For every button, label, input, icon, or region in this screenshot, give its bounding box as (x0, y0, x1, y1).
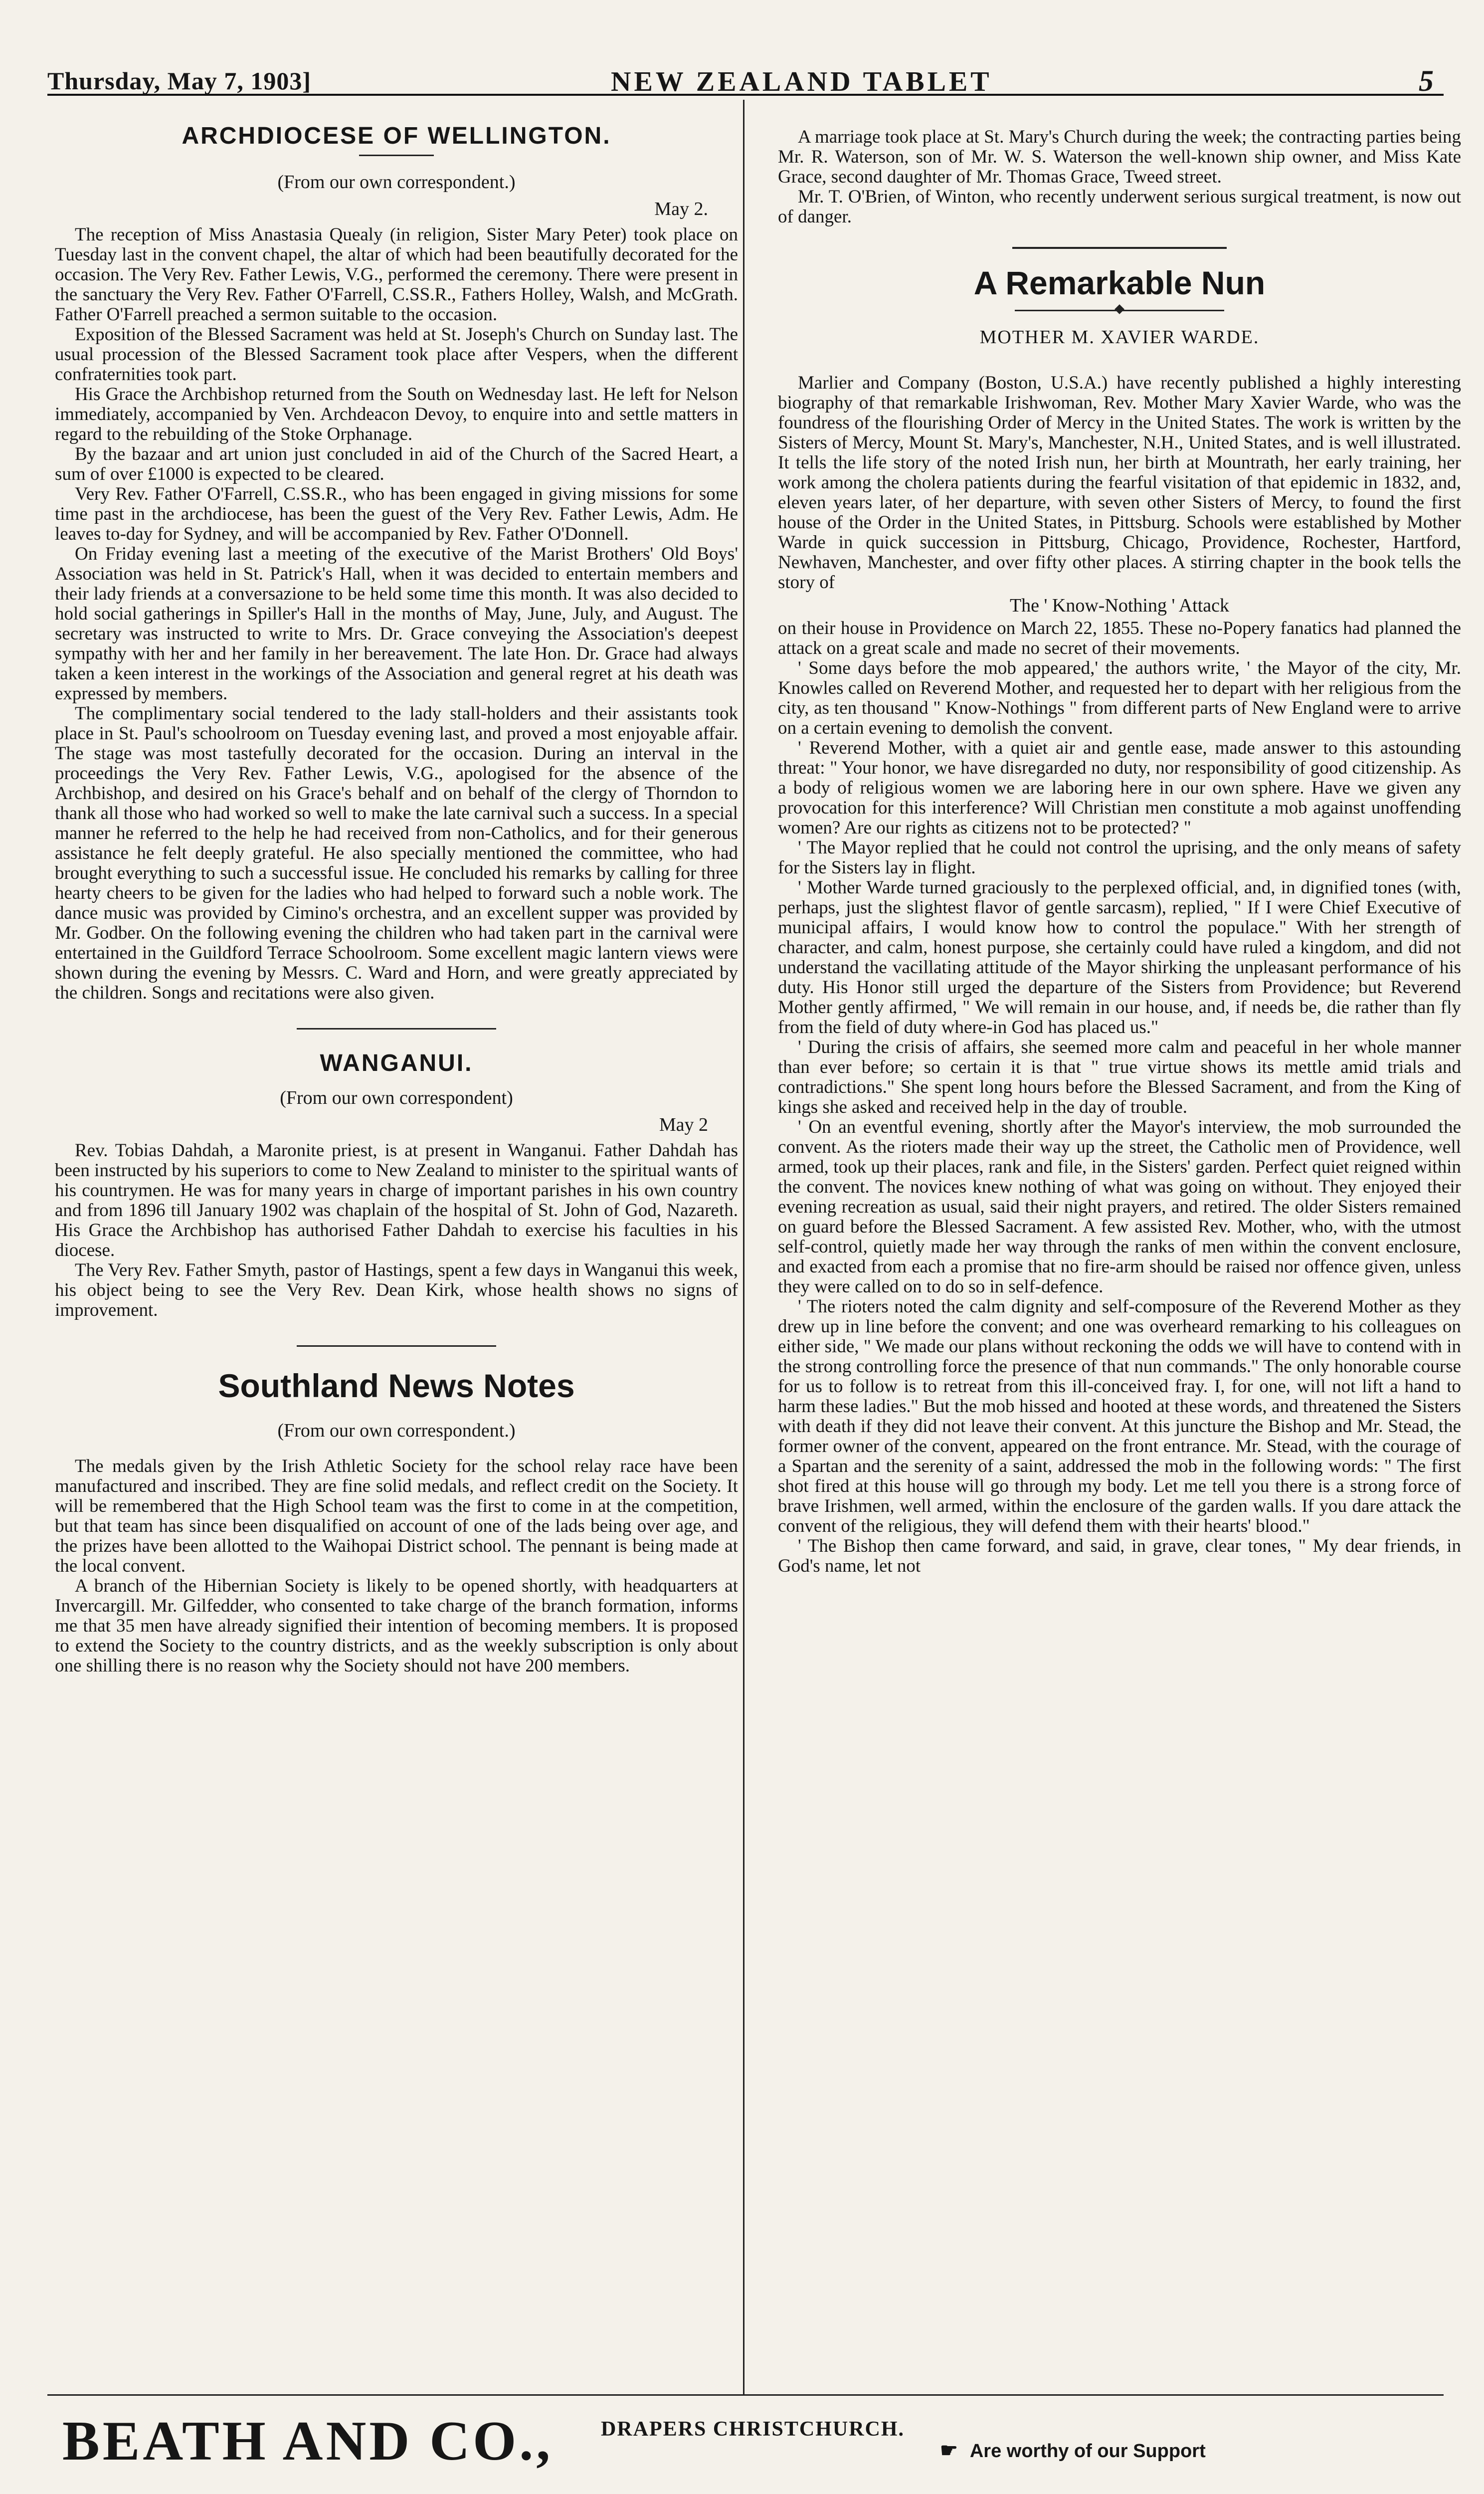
page-header (47, 14, 1444, 96)
column-divider (743, 100, 744, 2394)
article-paragraph: The Very Rev. Father Smyth, pastor of Hastings, spent a few days in Wanganui this week, his object being to see the Very Rev. Dean Kirk, whose health shows no signs of improvement. (55, 1260, 738, 1320)
article-paragraph: ' During the crisis of affairs, she seemed more calm and peaceful in her whole manner than ever before; so certain it is that " true virtue shows its mettle amid trials and contradictions." She spent long hours before the Blessed Sacrament, and from the King of kings she asked and received help in the day of trouble. (778, 1037, 1461, 1117)
article-paragraph: ' The rioters noted the calm dignity and self-composure of the Reverend Mother as they drew up in line before the convent; and one was overheard remarking to his colleagues on either side, " We made our plans without reckoning the odds we will have to contend with in the strong controlling force the presence of that nun commands." The only honorable course for us to follow is to retreat from this ill-conceived fray. I, for one, will not lift a hand to harm these ladies." But the mob hissed and hooted at these words, and threatened the Sisters with death if they did not leave their convent. At this juncture the Bishop and Mr. Stead, the former owner of the convent, appeared on the front entrance. Mr. Stead, with the courage of a Spartan and the serenity of a saint, addressed the mob in the following words: " The first shot fired at this house will go through my body. Let me tell you there is a strong force of brave Irishmen, well armed, within the enclosure of the garden walls. If you dare attack the convent of the religious, they will defend them with their hearts' blood." (778, 1296, 1461, 1536)
nun-heading: A Remarkable Nun (973, 264, 1266, 301)
nun-subhead: The ' Know-Nothing ' Attack (1009, 595, 1230, 616)
southland-byline: (From our own correspondent.) (277, 1420, 516, 1441)
article-paragraph: A branch of the Hibernian Society is likely to be opened shortly, with headquarters at Invercargill. Mr. Gilfedder, who consented to take charge of the branch formation, informs me that 35 men have already signified their intention of becoming members. It is proposed to extend the Society to the country districts, and as the weekly subscription is only about one shilling there is no reason why the Society should not have 200 members. (55, 1576, 738, 1676)
section-rule (297, 1028, 496, 1030)
article-paragraph: Very Rev. Father O'Farrell, C.SS.R., who has been engaged in giving missions for some time past in the archdiocese, has been the guest of the Very Rev. Father Lewis, Adm. He leaves to-day for Sydney, and will be accompanied by Rev. Father O'Donnell. (55, 484, 738, 544)
ornament-rule (1015, 310, 1224, 311)
article-paragraph: Rev. Tobias Dahdah, a Maronite priest, is at present in Wanganui. Father Dahdah has been instructed by his superiors to come to New Zealand to minister to the spiritual wants of his countrymen. He was for many years in charge of important parishes in his own country and from 1896 till January 1902 was chaplain of the hospital of St. John of God, Nazareth. His Grace the Archbishop has authorised Father Dahdah to exercise his faculties in his diocese. (55, 1140, 738, 1260)
southland-heading: Southland News Notes (218, 1367, 575, 1404)
page-number: 5 (1419, 64, 1434, 97)
article-paragraph: Exposition of the Blessed Sacrament was held at St. Joseph's Church on Sunday last. The usual procession of the Blessed Sacrament took place after Vespers, when the different confraternities took part. (55, 324, 738, 385)
issue-date: Thursday, May 7, 1903] (47, 67, 312, 95)
article-paragraph: ' On an eventful evening, shortly after the Mayor's interview, the mob surrounded the convent. As the rioters made their way up the street, the Catholic men of Providence, well armed, took up their places, rank and file, in the Sisters' garden. Perfect quiet reigned within the convent. The novices knew nothing of what was going on without. They enjoyed their evening recreation as usual, said their night prayers, and retired. The older Sisters remained on guard before the Blessed Sacrament. A few assisted Rev. Mother, who, with the utmost self-control, quietly made her way through the ranks of men within the convent enclosure, and exacted from each a promise that no fire-arm should be raised nor offence given, unless they were called on to do so in self-defence. (778, 1117, 1461, 1297)
pointing-hand-icon: ☛ (940, 2440, 958, 2462)
advert-brand: BEATH AND CO., (62, 2410, 554, 2472)
wellington-byline: (From our own correspondent.) (277, 172, 516, 193)
article-paragraph: ' The Bishop then came forward, and said, in grave, clear tones, " My dear friends, in God's name, let not (778, 1536, 1461, 1576)
advert-tagline: DRAPERS CHRISTCHURCH. (601, 2418, 905, 2441)
wellington-heading: ARCHDIOCESE OF WELLINGTON. (182, 123, 611, 149)
article-paragraph: His Grace the Archbishop returned from the South on Wednesday last. He left for Nelson immediately, accompanied by Ven. Archdeacon Devoy, to enquire into and settle matters in regard to the rebuilding of the Stoke Orphanage. (55, 384, 738, 444)
article-paragraph: ' Some days before the mob appeared,' the authors write, ' the Mayor of the city, Mr. Knowles called on Reverend Mother, and requested her to depart with her religious from the city, as ten thousand " Know-Nothings " from different parts of New England were to arrive on a certain evening to demolish the convent. (778, 658, 1461, 738)
article-paragraph: The complimentary social tendered to the lady stall-holders and their assistants took place in St. Paul's schoolroom on Tuesday evening last, and proved a most enjoyable affair. The stage was most tastefully decorated for the occasion. During an interval in the proceedings the Very Rev. Father Lewis, V.G., apologised for the absence of the Archbishop, and desired on his Grace's behalf and on behalf of the clergy of Thorndon to thank all those who had worked so well to make the late carnival such a success. In a special manner he referred to the help he had received from non-Catholics, and for their generous assistance he felt deeply grateful. He also specially mentioned the committee, who had brought everything to such a successful issue. He concluded his remarks by calling for three hearty cheers to be given for the ladies who had helped to forward such a noble work. The dance music was provided by Cimino's orchestra, and an excellent supper was provided by Mr. Godber. On the following evening the children who had taken part in the carnival were entertained in the Guildford Terrace Schoolroom. Some excellent magic lantern views were shown during the evening by Messrs. C. Ward and Horn, and were greatly appreciated by the children. Songs and recitations were also given. (55, 703, 738, 1003)
right-column (778, 112, 1461, 1576)
article-paragraph: ' Reverend Mother, with a quiet air and gentle ease, made answer to this astounding threat: " Your honor, we have disregarded no duty, nor responsibility of good citizenship. As a body of religious women we are laboring here in our own sphere. Have we given any provocation for this interference? Will Christian men constitute a mob against unoffending women? Are our rights as citizens not to be protected? " (778, 738, 1461, 838)
diamond-ornament-icon (1114, 304, 1124, 314)
advert-footer (47, 2409, 1444, 2494)
footer-rule (47, 2394, 1444, 2396)
article-paragraph: on their house in Providence on March 22, 1855. These no-Popery fanatics had planned the attack on a great scale and made no secret of their movements. (778, 618, 1461, 658)
nun-author: MOTHER M. XAVIER WARDE. (979, 327, 1260, 348)
left-column (55, 112, 738, 1676)
article-paragraph: On Friday evening last a meeting of the executive of the Marist Brothers' Old Boys' Association was held in St. Patrick's Hall, when it was decided to entertain members and their lady friends at a conversazione to be held some time this month. It was also decided to hold social gatherings in Spiller's Hall in the months of May, June, July, and August. The secretary was instructed to write to Mrs. Dr. Grace conveying the Association's deepest sympathy with her and her family in her bereavement. The late Hon. Dr. Grace had always taken a keen interest in the workings of the Association and general regret at his death was expressed by members. (55, 544, 738, 704)
wellington-date: May 2. (654, 199, 708, 219)
advert-support-text: Are worthy of our Support (969, 2441, 1206, 2462)
article-paragraph: The reception of Miss Anastasia Quealy (in religion, Sister Mary Peter) took place on Tuesday last in the convent chapel, the altar of which had been beautifully decorated for the occasion. The Very Rev. Father Lewis, V.G., performed the ceremony. There were present in the sanctuary the Very Rev. Father O'Farrell, C.SS.R., Fathers Holley, Walsh, and McGrath. Father O'Farrell preached a sermon suitable to the occasion. (55, 224, 738, 325)
article-paragraph: By the bazaar and art union just concluded in aid of the Church of the Sacred Heart, a sum of over £1000 is expected to be cleared. (55, 444, 738, 484)
section-rule (297, 1345, 496, 1347)
wanganui-date: May 2 (659, 1114, 708, 1135)
heading-rule (359, 155, 434, 156)
article-paragraph: The medals given by the Irish Athletic Society for the school relay race have been manufactured and inscribed. They are fine solid medals, and reflect credit on the Society. It will be remembered that the High School team was the first to come in at the competition, but that team has since been disqualified on account of one of the lads being over age, and the prizes have been allotted to the Waihopai District school. The pennant is being made at the local convent. (55, 1456, 738, 1576)
article-paragraph: ' The Mayor replied that he could not control the uprising, and the only means of safety for the Sisters lay in flight. (778, 837, 1461, 878)
wanganui-heading: WANGANUI. (320, 1050, 473, 1076)
article-paragraph: ' Mother Warde turned graciously to the perplexed official, and, in dignified tones (with, perhaps, just the slightest flavor of gentle sarcasm), replied, " If I were Chief Executive of municipal affairs, I would know how to control the populace." With her strength of character, and calm, honest purpose, she certainly could have ruled a kingdom, and did not understand the vacillating attitude of the Mayor shirking the unpleasant performance of his duty. His Honor still urged the departure of the Sisters from Providence; but Reverend Mother gently affirmed, " We will remain in our house, and, if needs be, die rather than fly from the field of duty where-in God has placed us." (778, 877, 1461, 1038)
article-paragraph: Mr. T. O'Brien, of Winton, who recently underwent serious surgical treatment, is now out of danger. (778, 187, 1461, 227)
section-rule (1012, 247, 1227, 249)
article-paragraph: A marriage took place at St. Mary's Church during the week; the contracting parties being Mr. R. Waterson, son of Mr. W. S. Waterson the well-known ship owner, and Miss Kate Grace, second daughter of Mr. Thomas Grace, Tweed street. (778, 127, 1461, 187)
masthead: NEW ZEALAND TABLET (611, 66, 992, 97)
wanganui-byline: (From our own correspondent) (280, 1087, 513, 1108)
advert-support (940, 2439, 1206, 2462)
article-paragraph: Marlier and Company (Boston, U.S.A.) have recently published a highly interesting biography of that remarkable Irishwoman, Rev. Mother Mary Xavier Warde, who was the foundress of the flourishing Order of Mercy in the United States. The work is written by the Sisters of Mercy, Mount St. Mary's, Manchester, N.H., United States, and is well illustrated. It tells the life story of the noted Irish nun, her birth at Mountrath, her early training, her work among the cholera patients during the fearful visitation of that epidemic in 1832, and, eleven years later, of her departure, with seven other Sisters of Mercy, to found the first house of the Order in the United States, in Pittsburg. Schools were established by Mother Warde in quick succession in Pittsburg, Chicago, Providence, Rochester, Hartford, Newhaven, Manchester, and over fifty other places. A stirring chapter in the book tells the story of (778, 373, 1461, 593)
